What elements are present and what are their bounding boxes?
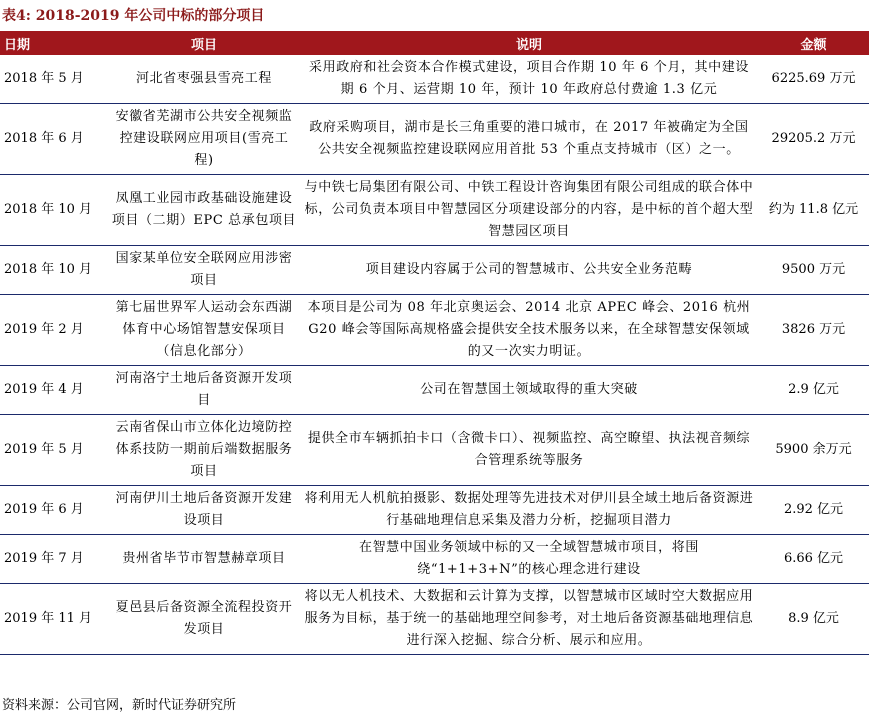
header-date: 日期 (0, 31, 108, 55)
table-row (0, 366, 869, 415)
cell-amount: 6225.69 万元 (758, 55, 869, 104)
cell-date: 2019 年 5 月 (0, 415, 108, 486)
cell-project: 安徽省芜湖市公共安全视频监控建设联网应用项目(雪亮工程) (108, 104, 300, 175)
cell-amount: 3826 万元 (758, 295, 869, 366)
cell-description: 本项目是公司为 08 年北京奥运会、2014 北京 APEC 峰会、2016 杭州 G20 峰会等国际高规格盛会提供安全技术服务以来，在全球智慧安保领域的又一次实力明证。 (300, 295, 758, 366)
cell-description: 将以无人机技术、大数据和云计算为支撑，以智慧城市区域时空大数据应用服务为目标，基于统一的基础地理空间参考，对土地后备资源基础地理信息进行深入挖掘、综合分析、展示和应用。 (300, 584, 758, 655)
table-row (0, 246, 869, 295)
cell-description: 将利用无人机航拍摄影、数据处理等先进技术对伊川县全域土地后备资源进行基础地理信息采集及潜力分析，挖掘项目潜力 (300, 486, 758, 535)
cell-date: 2018 年 10 月 (0, 246, 108, 295)
table-row (0, 415, 869, 486)
table-row (0, 55, 869, 104)
cell-date: 2019 年 4 月 (0, 366, 108, 415)
header-description: 说明 (300, 31, 758, 55)
cell-amount: 2.9 亿元 (758, 366, 869, 415)
table-row (0, 584, 869, 655)
table-row (0, 295, 869, 366)
source-note: 资料来源：公司官网，新时代证券研究所 (2, 698, 237, 713)
cell-project: 第七届世界军人运动会东西湖体育中心场馆智慧安保项目（信息化部分） (108, 295, 300, 366)
cell-amount: 2.92 亿元 (758, 486, 869, 535)
cell-date: 2019 年 7 月 (0, 535, 108, 584)
cell-description: 在智慧中国业务领域中标的又一全域智慧城市项目，将围绕“1+1+3+N”的核心理念进行建设 (300, 535, 758, 584)
cell-description: 提供全市车辆抓拍卡口（含微卡口）、视频监控、高空瞭望、执法视音频综合管理系统等服务 (300, 415, 758, 486)
cell-description: 政府采购项目，湖市是长三角重要的港口城市，在 2017 年被确定为全国公共安全视频监控建设联网应用首批 53 个重点支持城市（区）之一。 (300, 104, 758, 175)
cell-project: 夏邑县后备资源全流程投资开发项目 (108, 584, 300, 655)
cell-date: 2018 年 10 月 (0, 175, 108, 246)
cell-date: 2019 年 6 月 (0, 486, 108, 535)
table-row (0, 535, 869, 584)
cell-description: 项目建设内容属于公司的智慧城市、公共安全业务范畴 (300, 246, 758, 295)
cell-description: 公司在智慧国土领域取得的重大突破 (300, 366, 758, 415)
cell-description: 与中铁七局集团有限公司、中铁工程设计咨询集团有限公司组成的联合体中标，公司负责本项目中智慧园区分项建设部分的内容，是中标的首个超大型智慧园区项目 (300, 175, 758, 246)
cell-project: 河南洛宁土地后备资源开发项目 (108, 366, 300, 415)
header-project: 项目 (108, 31, 300, 55)
cell-project: 国家某单位安全联网应用涉密项目 (108, 246, 300, 295)
table-row (0, 175, 869, 246)
cell-project: 云南省保山市立体化边境防控体系技防一期前后端数据服务项目 (108, 415, 300, 486)
table-row (0, 104, 869, 175)
cell-project: 河南伊川土地后备资源开发建设项目 (108, 486, 300, 535)
cell-date: 2018 年 6 月 (0, 104, 108, 175)
cell-project: 贵州省毕节市智慧赫章项目 (108, 535, 300, 584)
cell-amount: 约为 11.8 亿元 (758, 175, 869, 246)
table-title: 表4: 2018-2019 年公司中标的部分项目 (2, 8, 265, 24)
cell-project: 河北省枣强县雪亮工程 (108, 55, 300, 104)
cell-description: 采用政府和社会资本合作模式建设，项目合作期 10 年 6 个月，其中建设期 6 个月、运营期 10 年，预计 10 年政府总付费逾 1.3 亿元 (300, 55, 758, 104)
cell-amount: 8.9 亿元 (758, 584, 869, 655)
cell-amount: 29205.2 万元 (758, 104, 869, 175)
cell-project: 凤凰工业园市政基础设施建设项目（二期）EPC 总承包项目 (108, 175, 300, 246)
header-amount: 金额 (758, 31, 869, 55)
table-row (0, 486, 869, 535)
cell-date: 2019 年 2 月 (0, 295, 108, 366)
projects-table (0, 31, 869, 655)
cell-amount: 9500 万元 (758, 246, 869, 295)
cell-amount: 6.66 亿元 (758, 535, 869, 584)
cell-amount: 5900 余万元 (758, 415, 869, 486)
cell-date: 2018 年 5 月 (0, 55, 108, 104)
table-header-row (0, 31, 869, 55)
cell-date: 2019 年 11 月 (0, 584, 108, 655)
